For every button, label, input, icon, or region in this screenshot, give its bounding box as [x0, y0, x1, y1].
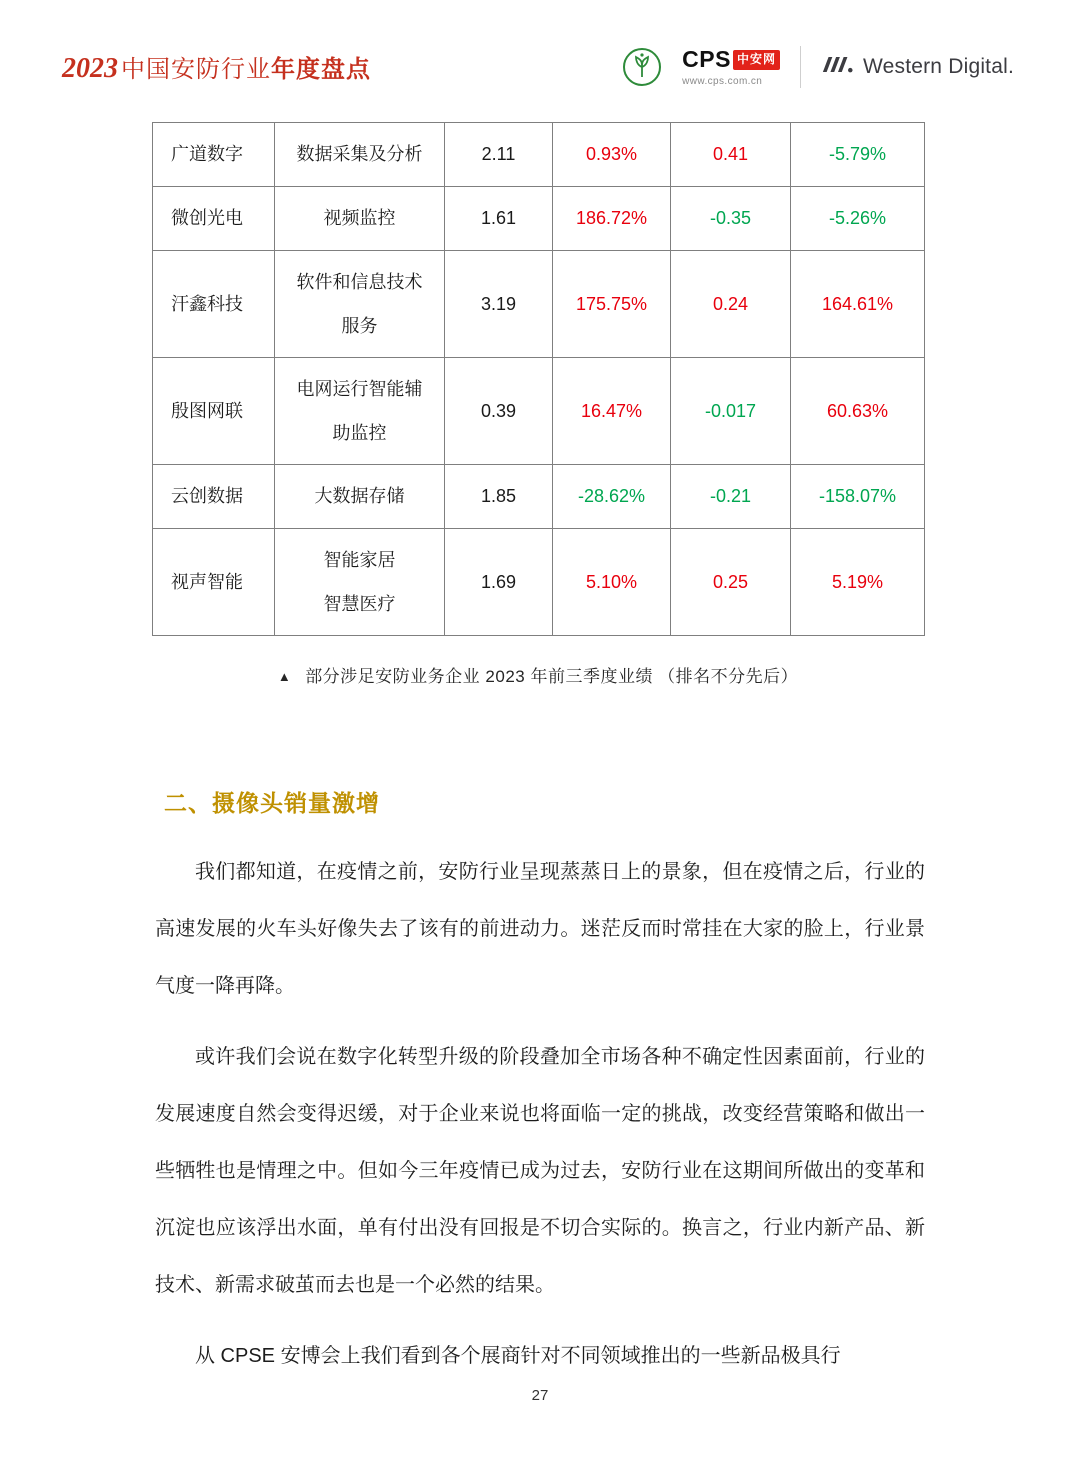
- profit-yoy-cell: -5.79%: [791, 123, 925, 187]
- western-digital-wordmark: Western Digital.: [862, 55, 1014, 78]
- results-table-body: [153, 123, 925, 636]
- revenue-yoy-cell: 16.47%: [553, 358, 671, 465]
- revenue-cell: 2.11: [445, 123, 553, 187]
- company-cell: 微创光电: [153, 187, 275, 251]
- report-title: [62, 49, 371, 85]
- logo-divider: [800, 46, 801, 88]
- profit-yoy-cell: 5.19%: [791, 529, 925, 636]
- body-paragraph: 从 CPSE 安博会上我们看到各个展商针对不同领域推出的一些新品极具行: [195, 1345, 841, 1367]
- profit-cell: 0.25: [671, 529, 791, 636]
- title-main: 中国安防行业: [121, 56, 271, 83]
- revenue-yoy-cell: 0.93%: [553, 123, 671, 187]
- business-cell: 大数据存储: [275, 465, 445, 529]
- business-cell: 数据采集及分析: [275, 123, 445, 187]
- caption-triangle-icon: ▲: [277, 669, 292, 684]
- business-cell: 电网运行智能辅 助监控: [275, 358, 445, 465]
- profit-cell: -0.21: [671, 465, 791, 529]
- company-cell: 云创数据: [153, 465, 275, 529]
- table-caption: [152, 662, 924, 687]
- business-cell: 视频监控: [275, 187, 445, 251]
- revenue-cell: 0.39: [445, 358, 553, 465]
- table-row: [153, 358, 925, 465]
- revenue-cell: 3.19: [445, 251, 553, 358]
- table-row: [153, 465, 925, 529]
- profit-cell: -0.35: [671, 187, 791, 251]
- results-table: [152, 122, 925, 636]
- profit-yoy-cell: -158.07%: [791, 465, 925, 529]
- revenue-yoy-cell: -28.62%: [553, 465, 671, 529]
- association-emblem-icon: [622, 47, 662, 87]
- revenue-yoy-cell: 5.10%: [553, 529, 671, 636]
- profit-cell: -0.017: [671, 358, 791, 465]
- profit-cell: 0.24: [671, 251, 791, 358]
- company-cell: 殷图网联: [153, 358, 275, 465]
- cps-url: www.cps.com.cn: [682, 75, 763, 87]
- profit-yoy-cell: -5.26%: [791, 187, 925, 251]
- body-paragraph: 或许我们会说在数字化转型升级的阶段叠加全市场各种不确定性因素面前，行业的发展速度自然会变得迟缓，对于企业来说也将面临一定的挑战，改变经营策略和做出一些牺牲也是情理之中。但如今三年疫情已成为过去，安防行业在这期间所做出的变革和沉淀也应该浮出水面，单有付出没有回报是不切合实际的。换言之，行业内新产品、新技术、新需求破茧而去也是一个必然的结果。: [155, 1046, 925, 1296]
- section-heading: 二、摄像头销量激增: [164, 790, 380, 816]
- page-number: 27: [531, 1387, 549, 1404]
- company-cell: 广道数字: [153, 123, 275, 187]
- revenue-yoy-cell: 186.72%: [553, 187, 671, 251]
- business-cell: 软件和信息技术 服务: [275, 251, 445, 358]
- company-cell: 汗鑫科技: [153, 251, 275, 358]
- profit-yoy-cell: 60.63%: [791, 358, 925, 465]
- business-cell: 智能家居 智慧医疗: [275, 529, 445, 636]
- caption-text: 部分涉足安防业务企业 2023 年前三季度业绩 （排名不分先后）: [305, 667, 799, 686]
- page-header: [0, 0, 1080, 88]
- profit-yoy-cell: 164.61%: [791, 251, 925, 358]
- cps-logo-text: [682, 47, 780, 72]
- body-paragraph: 我们都知道，在疫情之前，安防行业呈现蒸蒸日上的景象，但在疫情之后，行业的高速发展的火车头好像失去了该有的前进动力。迷茫反而时常挂在大家的脸上，行业景气度一降再降。: [155, 861, 925, 997]
- profit-cell: 0.41: [671, 123, 791, 187]
- table-row: [153, 123, 925, 187]
- cps-wordmark: CPS: [682, 46, 731, 73]
- revenue-yoy-cell: 175.75%: [553, 251, 671, 358]
- company-cell: 视声智能: [153, 529, 275, 636]
- western-digital-logo: [821, 53, 1014, 81]
- table-row: [153, 251, 925, 358]
- title-suffix: 年度盘点: [271, 56, 371, 83]
- revenue-cell: 1.85: [445, 465, 553, 529]
- cps-logo: [682, 47, 780, 86]
- header-logos: [622, 46, 1014, 88]
- revenue-cell: 1.61: [445, 187, 553, 251]
- table-row: [153, 529, 925, 636]
- table-row: [153, 187, 925, 251]
- cps-badge: 中安网: [733, 50, 780, 69]
- revenue-cell: 1.69: [445, 529, 553, 636]
- western-digital-icon: [821, 53, 855, 81]
- title-year: 2023: [62, 53, 118, 84]
